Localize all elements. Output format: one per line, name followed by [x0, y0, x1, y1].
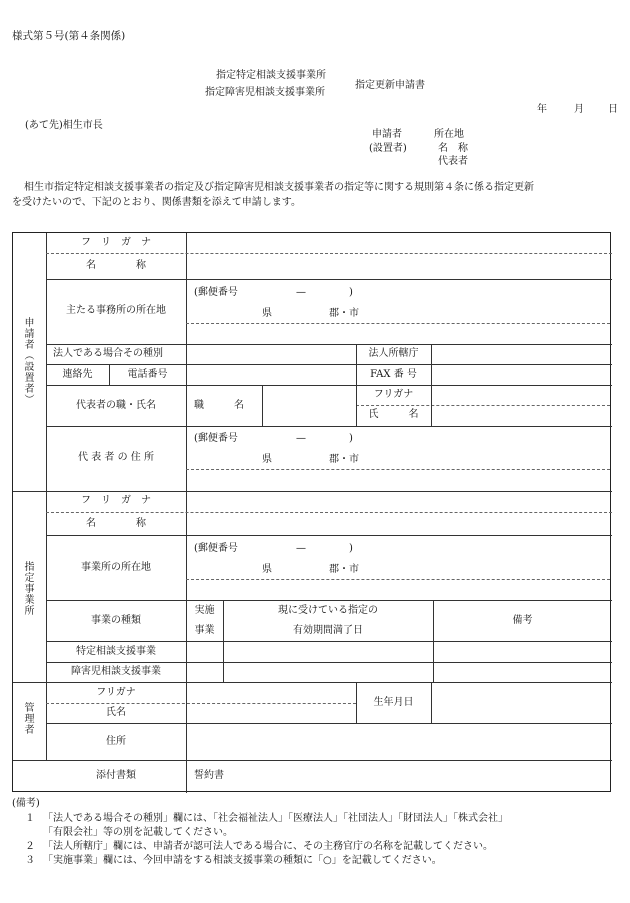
- biz-child-remarks-cell[interactable]: [434, 663, 611, 682]
- form-number: 様式第５号(第４条関係): [12, 30, 126, 42]
- intro-line-1: 相生市指定特定相談支援事業者の指定及び指定障害児相談支援事業者の指定等に関する規則第４条に係る指定更新: [24, 182, 534, 193]
- office-name-label: 名 称: [86, 518, 146, 529]
- manager-address-label: 住所: [106, 736, 126, 747]
- date-month: 月: [574, 104, 584, 115]
- corporation-authority-field[interactable]: [432, 345, 611, 364]
- attachments-label: 添付書類: [96, 770, 136, 781]
- job-title-field[interactable]: [263, 386, 355, 426]
- representative-label: 代表者: [438, 156, 468, 167]
- furigana-field[interactable]: [187, 233, 611, 253]
- validity-label-1: 現に受けている指定の: [278, 605, 378, 616]
- postal-dash: —: [296, 287, 306, 298]
- application-form-table: [12, 232, 611, 792]
- implemented-label-1: 実施: [194, 605, 215, 616]
- job-title-label: 職 名: [194, 400, 244, 411]
- corporation-authority-label: 法人所轄庁: [368, 348, 419, 359]
- corporation-type-field[interactable]: [187, 345, 355, 364]
- office-postal-dash: —: [296, 543, 306, 554]
- name-label: 名 称: [438, 143, 468, 154]
- note-3-text: 「実施事業」欄には、今回申請をする相談支援事業の種類に「○」を記載してください。: [43, 855, 442, 866]
- postal-close: ): [349, 287, 353, 298]
- biz-specific-implemented-cell[interactable]: [187, 642, 222, 662]
- rep-postal-code-label: (郵便番号: [194, 433, 238, 444]
- main-office-address-label: 主たる事務所の所在地: [66, 305, 166, 316]
- rep-postal-dash: —: [296, 433, 306, 444]
- implemented-label-2: 事業: [194, 625, 215, 636]
- rep-postal-close: ): [349, 433, 353, 444]
- prefecture-label: 県: [262, 308, 272, 319]
- office-furigana-field[interactable]: [187, 492, 611, 512]
- district-city-label: 郡・市: [329, 308, 359, 319]
- representative-name-field[interactable]: [432, 386, 611, 426]
- postal-code-label: (郵便番号: [194, 287, 238, 298]
- business-type-specific: 指定特定相談支援事業所: [216, 70, 326, 81]
- biz-child-consultation: 障害児相談支援事業: [71, 666, 161, 677]
- note-1-line-2: 「有限会社」等の別を記載してください。: [43, 827, 233, 838]
- validity-label-2: 有効期間満了日: [293, 625, 363, 636]
- representative-name-label: 氏 名: [368, 409, 419, 420]
- section-office: 指定事業所: [22, 561, 33, 616]
- manager-address-field[interactable]: [187, 724, 611, 760]
- rep-prefecture-label: 県: [262, 454, 272, 465]
- biz-child-implemented-cell[interactable]: [187, 663, 222, 682]
- manager-name-field[interactable]: [187, 683, 355, 723]
- addressee: (あて先)相生市長: [25, 120, 103, 131]
- rep-district-city-label: 郡・市: [329, 454, 359, 465]
- section-manager: 管理者: [22, 702, 33, 735]
- fax-label: FAX 番 号: [370, 369, 417, 380]
- date-day: 日: [608, 104, 618, 115]
- biz-specific-validity-cell[interactable]: [224, 642, 432, 662]
- office-postal-code-label: (郵便番号: [194, 543, 238, 554]
- note-2-text: 「法人所轄庁」欄には、申請者が認可法人である場合に、その主務官庁の名称を記載してください。: [43, 841, 493, 852]
- biz-specific-remarks-cell[interactable]: [434, 642, 611, 662]
- office-postal-close: ): [349, 543, 353, 554]
- biz-child-validity-cell[interactable]: [224, 663, 432, 682]
- name-label-cell: 名 称: [86, 260, 146, 271]
- office-name-field[interactable]: [187, 513, 611, 535]
- note-2-number: ２: [25, 841, 35, 852]
- fax-field[interactable]: [432, 365, 611, 385]
- representative-furigana-label: フリガナ: [373, 389, 414, 400]
- note-1-number: １: [25, 813, 35, 824]
- representative-title-name-label: 代表者の職・氏名: [76, 400, 156, 411]
- birthdate-field[interactable]: [432, 683, 611, 723]
- manager-furigana-label: フリガナ: [96, 687, 136, 698]
- name-field[interactable]: [187, 254, 611, 279]
- office-furigana-label: フ リ ガ ナ: [81, 495, 151, 506]
- business-type-child: 指定障害児相談支援事業所: [205, 87, 325, 98]
- manager-name-label: 氏名: [106, 707, 126, 718]
- remarks-column-label: 備考: [512, 615, 533, 626]
- note-3-number: ３: [25, 855, 35, 866]
- document-title: 指定更新申請書: [355, 80, 425, 91]
- office-address-label: 事業所の所在地: [81, 562, 151, 573]
- office-prefecture-label: 県: [262, 564, 272, 575]
- applicant-sub-label: (設置者): [369, 143, 407, 154]
- date-year: 年: [537, 104, 547, 115]
- note-1-line-1: 「法人である場合その種別」欄には、「社会福祉法人」「医療法人」「社団法人」「財団法人」「株式会社」: [43, 813, 508, 824]
- corporation-type-label: 法人である場合その種別: [53, 348, 163, 359]
- address-label: 所在地: [434, 129, 464, 140]
- birthdate-label: 生年月日: [373, 697, 414, 708]
- office-district-city-label: 郡・市: [329, 564, 359, 575]
- intro-line-2: を受けたいので、下記のとおり、関係書類を添えて申請します。: [12, 197, 301, 208]
- phone-field[interactable]: [187, 365, 355, 385]
- notes-title: (備考): [12, 798, 40, 809]
- representative-address-label: 代 表 者 の 住 所: [78, 452, 154, 463]
- attachments-value: 誓約書: [194, 770, 224, 781]
- business-kind-label: 事業の種類: [91, 615, 141, 626]
- biz-specific-consultation: 特定相談支援事業: [76, 646, 156, 657]
- phone-label: 電話番号: [127, 369, 168, 380]
- contact-label: 連絡先: [62, 369, 93, 380]
- furigana-label: フ リ ガ ナ: [81, 237, 151, 248]
- section-applicant: 申請者（設置者）: [22, 317, 33, 405]
- applicant-label: 申請者: [372, 129, 402, 140]
